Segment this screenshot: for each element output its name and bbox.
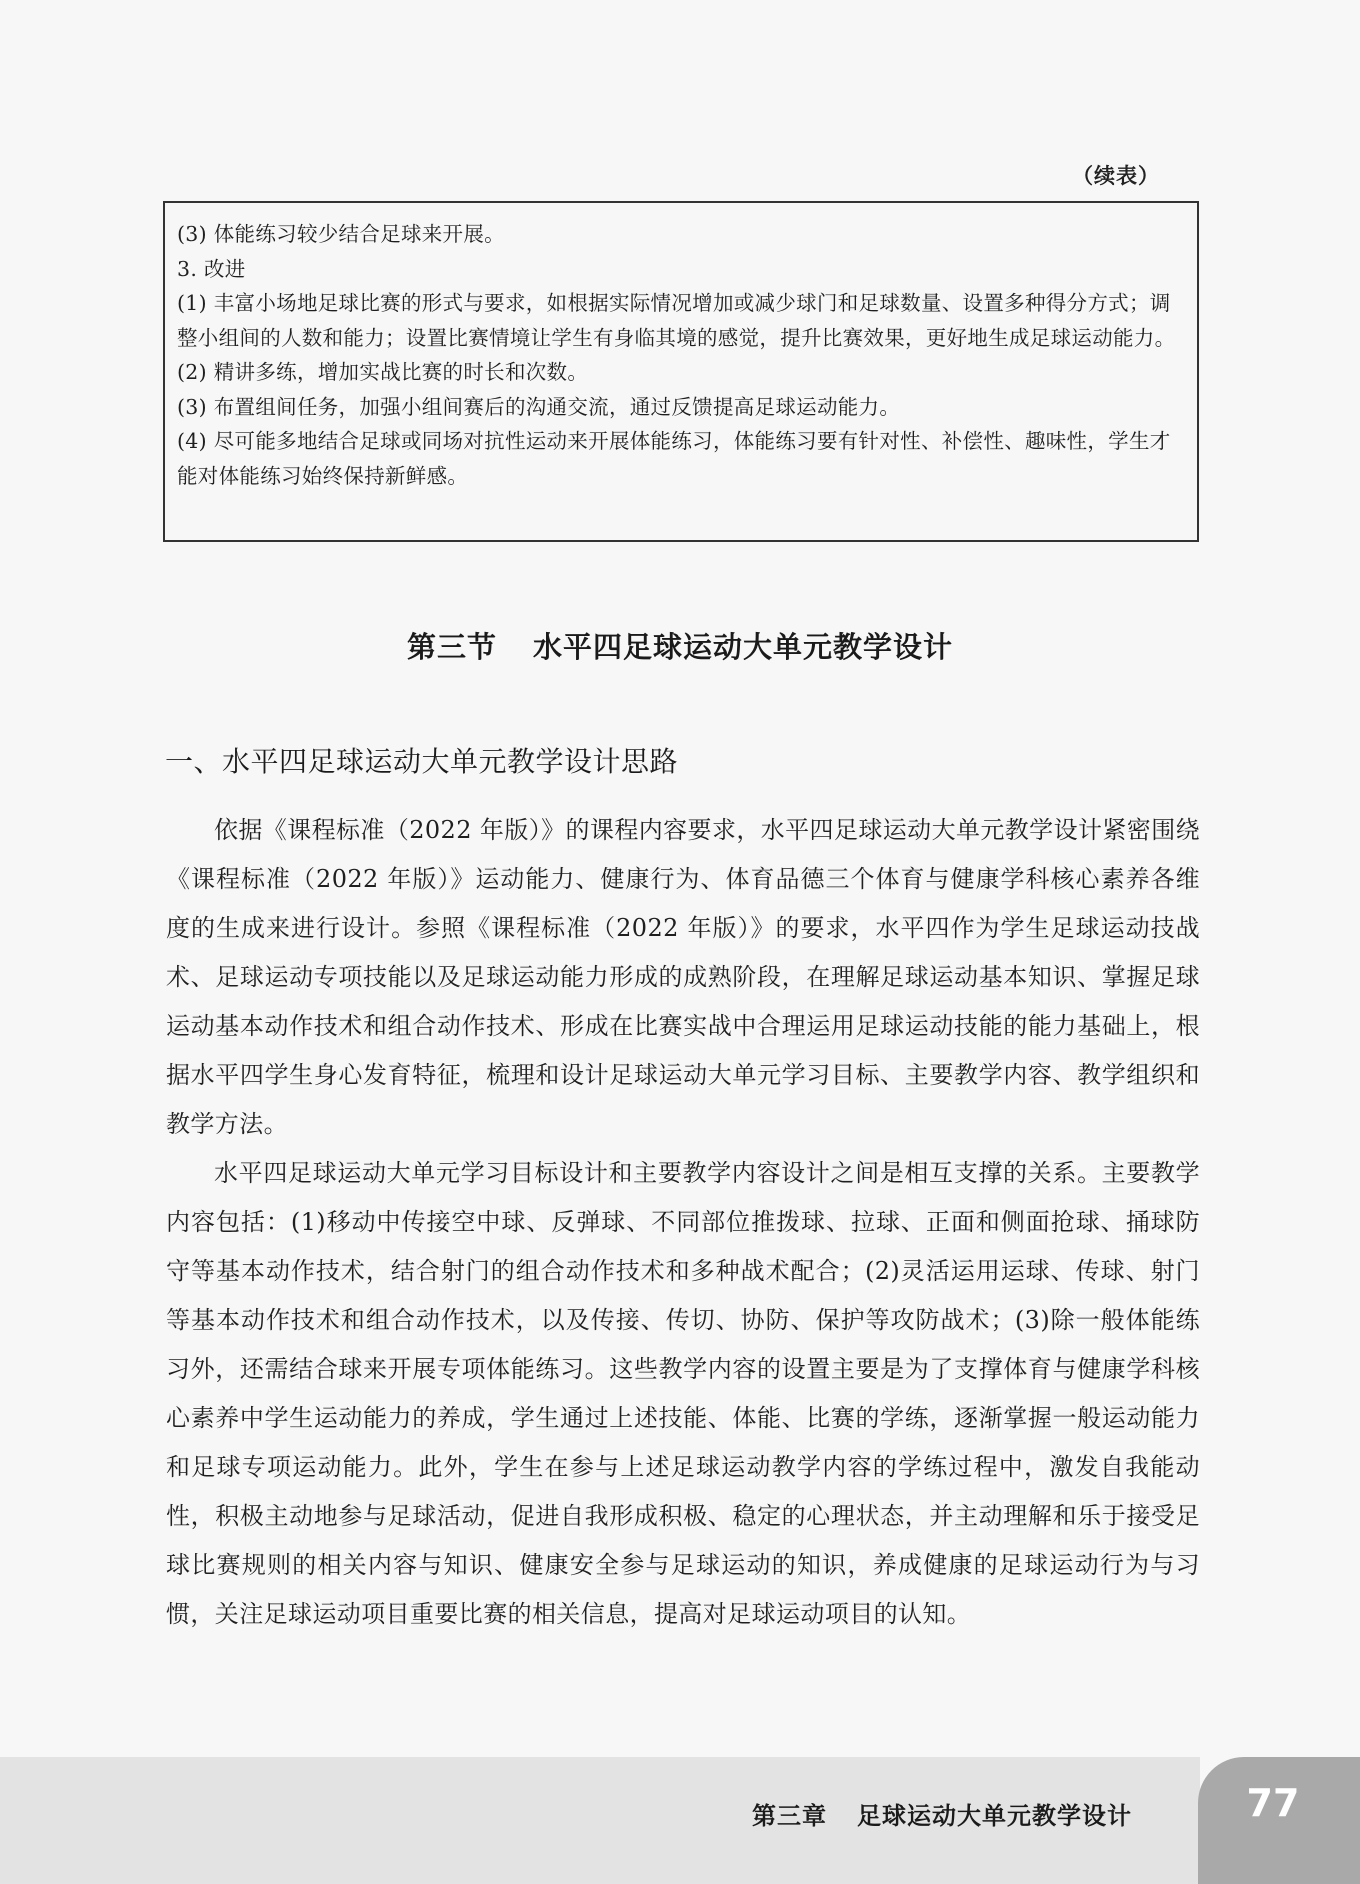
- body-text: [166, 806, 1200, 1639]
- table-continuation-box: [163, 201, 1199, 542]
- footer-chapter-title: [752, 1796, 1132, 1831]
- page-number: 77: [1246, 1781, 1300, 1825]
- section-title-text: 水平四足球运动大单元教学设计: [533, 630, 954, 664]
- section-title: [0, 625, 1360, 666]
- footer-chapter-name: 足球运动大单元教学设计: [857, 1802, 1132, 1830]
- table-line: (3) 体能练习较少结合足球来开展。: [177, 222, 505, 246]
- paragraph: 依据《课程标准（2022 年版）》的课程内容要求，水平四足球运动大单元教学设计紧密围绕《课程标准（2022 年版）》运动能力、健康行为、体育品德三个体育与健康学科核心素养各维度的生成来进行设计。参照《课程标准（2022 年版）》的要求，水平四作为学生足球运动技战术、足球运动专项技能以及足球运动能力形成的成熟阶段，在理解足球运动基本知识、掌握足球运动基本动作技术和组合动作技术、形成在比赛实战中合理运用足球运动技能的能力基础上，根据水平四学生身心发育特征，梳理和设计足球运动大单元学习目标、主要教学内容、教学组织和教学方法。: [166, 816, 1200, 1138]
- table-line: (2) 精讲多练，增加实战比赛的时长和次数。: [177, 360, 589, 384]
- table-line: (1) 丰富小场地足球比赛的形式与要求，如根据实际情况增加或减少球门和足球数量、设置多种得分方式；调整小组间的人数和能力；设置比赛情境让学生有身临其境的感觉，提升比赛效果，更好地生成足球运动能力。: [177, 291, 1176, 350]
- continued-table-label: （续表）: [1072, 164, 1160, 188]
- subheading: 一、水平四足球运动大单元教学设计思路: [165, 745, 679, 778]
- footer-chapter-number: 第三章: [752, 1802, 827, 1830]
- table-line: 3. 改进: [177, 256, 246, 281]
- paragraph: 水平四足球运动大单元学习目标设计和主要教学内容设计之间是相互支撑的关系。主要教学内容包括：(1)移动中传接空中球、反弹球、不同部位推拨球、拉球、正面和侧面抢球、捅球防守等基本动作技术，结合射门的组合动作技术和多种战术配合；(2)灵活运用运球、传球、射门等基本动作技术和组合动作技术，以及传接、传切、协防、保护等攻防战术；(3)除一般体能练习外，还需结合球来开展专项体能练习。这些教学内容的设置主要是为了支撑体育与健康学科核心素养中学生运动能力的养成，学生通过上述技能、体能、比赛的学练，逐渐掌握一般运动能力和足球专项运动能力。此外，学生在参与上述足球运动教学内容的学练过程中，激发自我能动性，积极主动地参与足球活动，促进自我形成积极、稳定的心理状态，并主动理解和乐于接受足球比赛规则的相关内容与知识、健康安全参与足球运动的知识，养成健康的足球运动行为与习惯，关注足球运动项目重要比赛的相关信息，提高对足球运动项目的认知。: [166, 1159, 1200, 1628]
- section-number: 第三节: [406, 630, 497, 664]
- table-line: (3) 布置组间任务，加强小组间赛后的沟通交流，通过反馈提高足球运动能力。: [177, 394, 901, 419]
- table-line: (4) 尽可能多地结合足球或同场对抗性运动来开展体能练习，体能练习要有针对性、补偿性、趣味性，学生才能对体能练习始终保持新鲜感。: [177, 429, 1171, 488]
